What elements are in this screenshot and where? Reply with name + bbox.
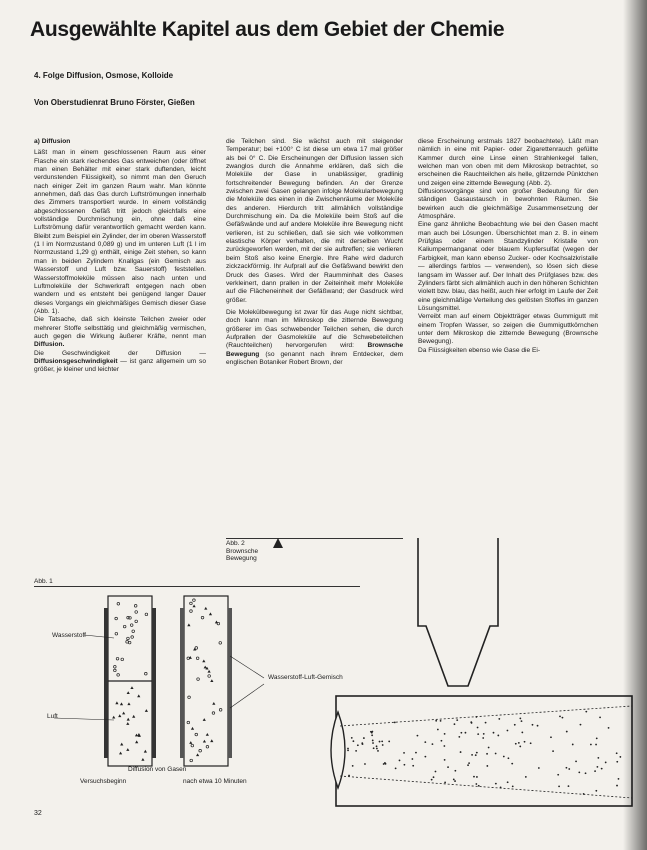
smoke-particle [507,730,509,732]
term-brownsche-bewegung: Brownsche Bewegung [226,342,403,358]
air-particle [112,716,115,719]
smoke-particle [559,715,561,717]
hydrogen-particle [208,675,211,678]
hydrogen-particle [132,630,135,633]
label-nach-10-minuten: nach etwa 10 Minuten [183,778,247,785]
hydrogen-particle [188,696,191,699]
paragraph: Die Geschwindigkeit der Diffusion — Diffusionsgeschwindigkeit — ist ganz allgemein um so größer, je kleiner und leichter [34,349,206,374]
air-particle [122,712,125,715]
paragraph: Die Tatsache, daß sich kleinste Teilchen zweier oder mehrerer Stoffe selbsttätig und gleichmäßig vermischen, auch gegen die Wirkung äußerer Kräfte, nennt man Diffusion. [34,316,206,349]
smoke-particle [388,741,390,743]
smoke-particle [583,793,585,795]
hydrogen-particle [191,744,194,747]
hydrogen-particle [128,641,131,644]
smoke-particle [514,724,516,726]
smoke-particle [532,724,534,726]
smoke-particle [597,757,599,759]
smoke-particle [454,723,456,725]
smoke-particle [441,740,443,742]
smoke-particle [552,750,554,752]
smoke-particle [608,727,610,729]
figure-2-caption: Abb. 2 Brownsche Bewegung [226,540,259,562]
hydrogen-particle [190,759,193,762]
page-number: 32 [34,810,42,817]
paragraph: diese Erscheinung erstmals 1827 beobachtete). Läßt man nämlich in eine mit Papier- oder Zigarettenrauch gefüllte Kammer durch eine Linse einen Strahlenkegel fallen, welchen man von oben mit dem Mikroskop betrachtet, so erscheinen die Rauchteilchen als helle, glitzernde Pünktchen und zeigen eine zitternde Bewegung (Abb. 2). [418,138,598,187]
paragraph: Da Flüssigkeiten ebenso wie Gase die Ei- [418,346,541,354]
smoke-particle [347,748,349,750]
smoke-particle [471,722,473,724]
smoke-particle [557,774,559,776]
hydrogen-particle [219,642,222,645]
air-particle [127,718,130,721]
smoke-particle [483,733,485,735]
smoke-particle [538,767,540,769]
smoke-particle [497,735,499,737]
smoke-particle [503,756,505,758]
smoke-particle [351,737,353,739]
label-gemisch: Wasserstoff-Luft-Gemisch [268,674,343,681]
smoke-particle [379,741,381,743]
term-diffusionsgeschwindigkeit: Diffusionsgeschwindigkeit [34,357,118,365]
hydrogen-particle [127,637,130,640]
air-particle [137,733,140,736]
air-particle [207,670,210,673]
smoke-particle [500,786,502,788]
paragraph: Verreibt man auf einem Objektträger etwas Gummigutt mit einem Tropfen Wasser, so zeigen die Gummiguttkörnchen unter dem Mikroskop die zitternde Bewegung (Brownsche Bewegung). [418,313,598,346]
page-title: Ausgewählte Kapitel aus dem Gebiet der Chemie [30,18,505,41]
label-luft: Luft [47,713,58,720]
air-particle [120,702,123,705]
figure-1-label: Abb. 1 [34,578,53,585]
hydrogen-particle [195,733,198,736]
smoke-particle [558,785,560,787]
smoke-particle [364,763,366,765]
smoke-particle [605,762,607,764]
smoke-particle [467,764,469,766]
hydrogen-particle [201,616,204,619]
hydrogen-particle [114,669,117,672]
paragraph: Eine ganz ähnliche Beobachtung wie bei den Gasen macht man auch bei Lösungen. Überschichtet man z. B. in einem Prüfglas oder einem Standzylinder Kristalle von Kaliumpermanganat oder blauem Kupfersulfat (wegen der Farbigkeit, man kann ebenso Zucker- oder Kochsalzkristalle — allerdings farblos — verwenden), so lösen sich diese langsam im Wasser auf. Der Inhalt des Prüfglases bzw. des Zylinders färbt sich allmählich auch in den höheren Schichten violett bzw. blau, das heißt, auch hier erfolgt im Laufe der Zeit eine gleichmäßige Verteilung des gelösten Stoffes im ganzen Lösungsmittel. [418,221,598,312]
air-particle [187,623,190,626]
air-particle [132,715,135,718]
label-versuchsbeginn: Versuchsbeginn [80,778,127,785]
smoke-particle [435,771,437,773]
air-particle [141,758,144,761]
smoke-particle [590,744,592,746]
smoke-particle [384,762,386,764]
smoke-particle [435,720,437,722]
air-particle [210,739,213,742]
hydrogen-particle [117,674,120,677]
smoke-particle [515,743,517,745]
smoke-particle [456,719,458,721]
air-particle [118,714,121,717]
air-particle [135,740,138,743]
smoke-particle [578,771,580,773]
smoke-particle [377,750,379,752]
smoke-particle [395,767,397,769]
air-particle [144,750,147,753]
paragraph: Läßt man in einem geschlossenen Raum aus einer Flasche ein stark riechendes Gas entweichen (oder öffnet man einen Behälter mit einer stark duftenden, leicht verdunstenden Flüssigkeit), so nimmt man den Geruch nach einiger Zeit im ganzen Raum wahr. Man könnte annehmen, daß das Gas durch Luftströmungen innerhalb des Zimmers transportiert wurde. In einem vollständig abgeschlossenen Gefäß tritt jedoch gleichfalls eine vollständige Durchmischung ein, ohne daß eine Luftströmung dafür verantwortlich gemacht werden kann. Bleibt zum Beispiel ein Zylinder, der im oberen Wasserstoff (1 l im Normzustand 0,089 g) und im unteren Luft (1 l im Normzustand 1,29 g) enthält, einige Zeit stehen, so kann man in beiden Zylindern Knallgas (ein Gemisch aus Wasserstoff und Luft bzw. Sauerstoff) feststellen. Wasserstoffmoleküle müssen also nach unten und Luftmoleküle der Schwerkraft entgegen nach oben wandern und es entsteht bei genügend langer Dauer dieses Vorgangs ein gleichmäßiges Gemisch dieser Gase (Abb. 1). [34,149,206,315]
hydrogen-particle [219,709,222,712]
hydrogen-particle [115,632,118,635]
air-particle [126,722,129,725]
smoke-particle [352,765,354,767]
hydrogen-particle [197,678,200,681]
smoke-particle [355,750,357,752]
smoke-particle [412,765,414,767]
hydrogen-particle [190,610,193,613]
smoke-particle [519,746,521,748]
hydrogen-particle [199,749,202,752]
smoke-particle [616,752,618,754]
label-wasserstoff: Wasserstoff [52,632,86,639]
hydrogen-particle [130,624,133,627]
air-particle [202,660,205,663]
air-particle [115,701,118,704]
smoke-particle [403,752,405,754]
smoke-particle [363,737,365,739]
smoke-particle [486,753,488,755]
smoke-particle [373,747,375,749]
smoke-particle [381,740,383,742]
smoke-particle [475,754,477,756]
hydrogen-particle [196,657,199,660]
smoke-particle [566,731,568,733]
hydrogen-particle [206,745,209,748]
smoke-particle [511,763,513,765]
smoke-particle [518,742,520,744]
hydrogen-particle [193,599,196,602]
hydrogen-particle [117,603,120,606]
air-particle [137,694,140,697]
smoke-particle [568,768,570,770]
smoke-particle [404,764,406,766]
air-particle [127,691,130,694]
smoke-particle [537,725,539,727]
smoke-particle [468,762,470,764]
hydrogen-particle [131,636,134,639]
air-particle [145,709,148,712]
air-particle [120,743,123,746]
smoke-particle [524,741,526,743]
smoke-particle [521,720,523,722]
hydrogen-particle [187,721,190,724]
page-edge-shadow [623,0,647,850]
air-particle [203,740,206,743]
smoke-particle [580,724,582,726]
smoke-particle [599,716,601,718]
smoke-particle [465,732,467,734]
smoke-particle [454,780,456,782]
air-particle [203,718,206,721]
air-particle [192,604,195,607]
smoke-particle [370,731,372,733]
air-particle [130,686,133,689]
smoke-particle [443,745,445,747]
figure-2-diagram [268,536,640,822]
hydrogen-particle [134,605,137,608]
air-particle [204,607,207,610]
smoke-particle [424,756,426,758]
air-particle [119,752,122,755]
smoke-particle [475,783,477,785]
hydrogen-particle [135,620,138,623]
smoke-particle [433,776,435,778]
smoke-particle [601,768,603,770]
smoke-particle [357,744,359,746]
smoke-particle [566,767,568,769]
smoke-particle [575,761,577,763]
air-particle [212,702,215,705]
text-column-2 [226,138,403,367]
smoke-particle [437,729,439,731]
smoke-particle [361,742,363,744]
air-particle [215,621,218,624]
smoke-particle [447,766,449,768]
smoke-particle [444,759,446,761]
smoke-particle [471,754,473,756]
paragraph: Diffusionsvorgänge sind von großer Bedeutung für den ständigen Gasaustausch in bewohnten Räumen. Sie bewirken auch die gleichmäßige Zusammensetzung der Atmosphäre. [418,188,598,221]
text-column-1 [34,138,206,375]
smoke-particle [382,744,384,746]
smoke-particle [616,785,618,787]
smoke-particle [488,747,490,749]
smoke-particle [568,785,570,787]
smoke-particle [376,745,378,747]
term-diffusion: Diffusion. [34,341,65,349]
air-particle [127,702,130,705]
smoke-particle [458,736,460,738]
smoke-particle [596,737,598,739]
section-heading: a) Diffusion [34,138,71,145]
paragraph: Die Molekülbewegung ist zwar für das Auge nicht sichtbar, doch kann man im Mikroskop die zitternde Bewegung größerer im Gas schwebender Teilchen sehen, die durch Aufprallen der Gasmoleküle auf die Schwebeteilchen (Rauchteilchen) hervorgerufen wird: Brownsche Bewegung (so genannt nach ihrem Entdecker, dem englischen Botaniker Robert Brown, der [226,308,403,366]
air-particle [196,753,199,756]
smoke-particle [508,757,510,759]
smoke-particle [585,772,587,774]
smoke-particle [432,743,434,745]
air-particle [126,748,129,751]
smoke-particle [444,782,446,784]
smoke-particle [530,742,532,744]
hydrogen-particle [145,613,148,616]
paragraph: die Teilchen sind. Sie wächst auch mit steigender Temperatur; bei +100° C ist diese um etwa 17 mal größer als bei 0° C. Die Erscheinungen der Diffusion lassen sich zwanglos durch die Annahme erklären, daß sich die Moleküle der Gase in unablässiger, gradlinig fortschreitender Bewegung befinden. An der Grenze zwischen zwei Gasen gelangen infolge Molekularbewegung die Moleküle des einen in die Zwischenräume der Moleküle des anderen. Hierdurch tritt allmählich vollständige Durchmischung ein. Da die Moleküle beim Stoß auf die Gefäßwände und auf andere Moleküle ihre Bewegung nicht verlieren, ist zu schließen, daß sie sich wie vollkommen elastische Körper verhalten, die mit derselben Wucht zurückgeworfen werden, mit der sie auftreffen; sie verlieren beim Stoß also keine Energie. Ihre Rahe wird dadurch zickzackförmig. Ihr Aufprall auf die Gefäßwand bewirkt den Druck des Gases. Wird der Raumminhalt des Gases verkleinert, dann prallen in der Zeiteinheit mehr Moleküle auf die Flächeneinheit der Gefäßwand; der Gasdruck wird größer. [226,138,403,304]
hydrogen-particle [212,712,215,715]
smoke-particle [348,775,350,777]
figure-1-caption: Diffusion von Gasen [128,766,187,773]
hydrogen-particle [116,657,119,660]
series-line: 4. Folge Diffusion, Osmose, Kolloide [34,71,174,80]
smoke-particle [371,734,373,736]
smoke-particle [477,733,479,735]
smoke-particle [596,766,598,768]
air-particle [206,733,209,736]
smoke-particle [585,711,587,713]
smoke-particle [473,776,475,778]
smoke-particle [394,722,396,724]
author-line: Von Oberstudienrat Bruno Förster, Gießen [34,98,195,107]
smoke-particle [495,753,497,755]
smoke-particle [562,717,564,719]
smoke-particle [572,744,574,746]
smoke-particle [521,732,523,734]
smoke-particle [507,781,509,783]
smoke-particle [595,744,597,746]
hydrogen-particle [115,617,118,620]
air-particle [191,727,194,730]
air-particle [210,679,213,682]
hydrogen-particle [114,665,117,668]
smoke-particle [485,722,487,724]
smoke-particle [440,720,442,722]
smoke-particle [475,716,477,718]
smoke-particle [616,761,618,763]
smoke-particle [476,776,478,778]
smoke-particle [376,748,378,750]
hydrogen-particle [190,602,193,605]
smoke-particle [482,737,484,739]
smoke-particle [444,733,446,735]
smoke-particle [417,735,419,737]
smoke-particle [347,749,349,751]
smoke-particle [525,776,527,778]
smoke-particle [460,751,462,753]
hydrogen-particle [135,611,138,614]
smoke-particle [372,742,374,744]
air-particle [209,612,212,615]
smoke-particle [486,765,488,767]
smoke-particle [453,779,455,781]
hydrogen-particle [126,641,129,644]
smoke-particle [399,760,401,762]
smoke-particle [495,783,497,785]
hydrogen-particle [145,672,148,675]
hydrogen-particle [123,625,126,628]
hydrogen-particle [121,658,124,661]
smoke-particle [619,756,621,758]
smoke-particle [476,752,478,754]
smoke-particle [477,727,479,729]
smoke-particle [478,785,480,787]
smoke-particle [519,718,521,720]
air-particle [189,741,192,744]
smoke-particle [372,740,374,742]
air-particle [135,734,138,737]
smoke-particle [550,736,552,738]
smoke-particle [424,741,426,743]
text-column-3 [418,138,598,355]
smoke-particle [415,752,417,754]
smoke-particle [498,718,500,720]
smoke-particle [431,779,433,781]
smoke-particle [493,732,495,734]
smoke-particle [454,770,456,772]
smoke-particle [618,778,620,780]
smoke-particle [352,740,354,742]
smoke-particle [460,732,462,734]
smoke-particle [595,790,597,792]
smoke-particle [512,785,514,787]
smoke-particle [411,758,413,760]
smoke-particle [594,770,596,772]
